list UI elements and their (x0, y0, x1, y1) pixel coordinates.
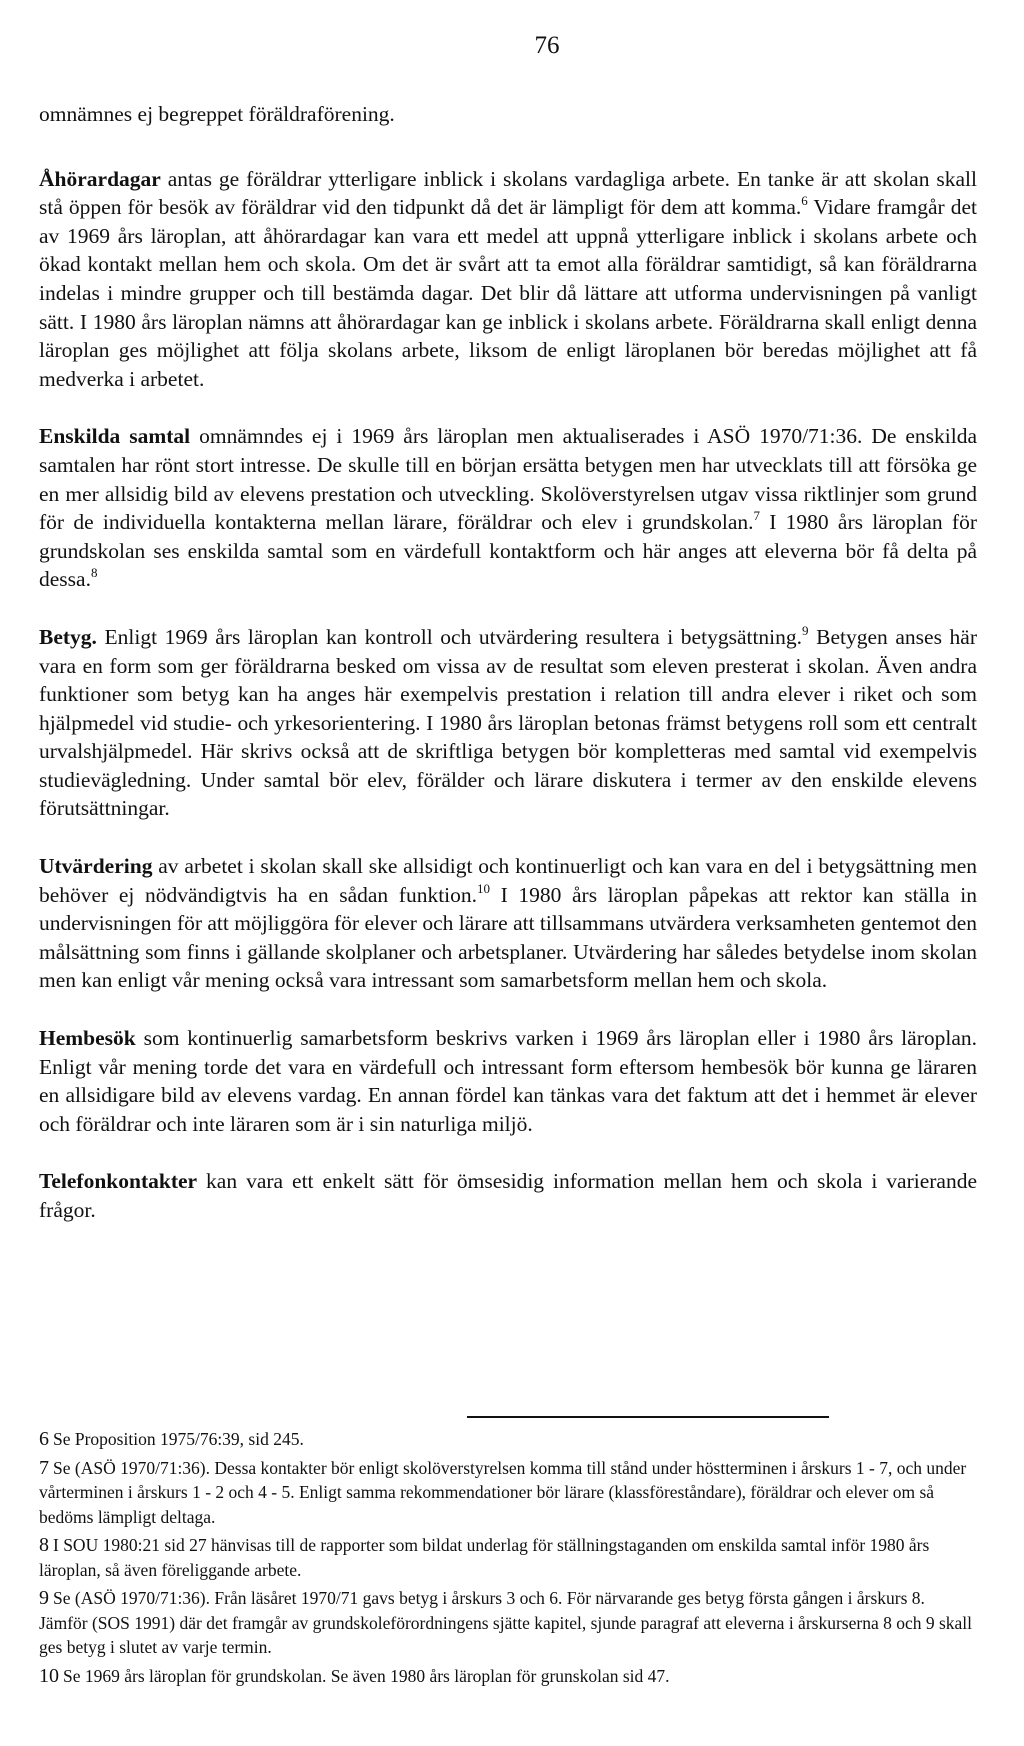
footnote-ref[interactable]: 8 (90, 565, 98, 581)
paragraph-heading: Utvärdering (39, 854, 153, 879)
page-number: 76 (534, 32, 560, 59)
footnotes (39, 1427, 977, 1692)
footnote-text: Se (ASÖ 1970/71:36). Dessa kontakter bör enligt skolöverstyrelsen komma till stånd under höstterminen i årskurs 1 - 7, och under vårterminen i årskurs 1 - 2 och 4 - 5. Enligt samma rekommendationer bör lärare (klassföreståndare), föräldrar och elever om så bedöms lämpligt deltaga. (39, 1457, 967, 1527)
footnote-ref[interactable]: 9 (802, 622, 809, 638)
paragraph-text: kan vara ett enkelt sätt för ömsesidig information mellan hem och skola i varierande frågor. (39, 1169, 977, 1222)
footnote-number: 7 (39, 1456, 49, 1479)
paragraph-text: I 1980 års läroplan påpekas att rektor kan ställa in undervisningen för att möjliggöra för elever och lärare att tillsammans utvärdera verksamheten gentemot den målsättning som finns i gällande skolplaner och arbetsplaner. Utvärdering har således betydelse inom skolan men kan enligt vår mening också vara intressant som samarbetsform mellan hem och skola. (39, 882, 977, 993)
paragraph-telefonkontakter (39, 1167, 977, 1224)
paragraph-heading: Hembesök (39, 1026, 136, 1051)
footnote-text: Se 1969 års läroplan för grundskolan. Se även 1980 års läroplan för grunskolan sid 47. (63, 1665, 670, 1686)
footnote-ref[interactable]: 7 (753, 508, 761, 524)
paragraph-text: av arbetet i skolan skall ske allsidigt och kontinuerligt och kan vara en del i betygsättning men behöver ej nödvändigtvis ha en sådan funktion. (39, 854, 977, 907)
footnote-ref[interactable]: 6 (801, 193, 808, 209)
footnote-10 (39, 1664, 977, 1689)
footnote-number: 8 (39, 1534, 49, 1556)
paragraph-text: omnämndes ej i 1969 års läroplan men aktualiserades i ASÖ 1970/71:36. De enskilda samtalen har rönt stort intresse. De skulle till en början ersätta betygen men har utvecklats till att försöka ge en mer allsidig bild av elevens prestation och utveckling. Skolöverstyrelsen utgav vissa riktlinjer som grund för de individuella kontakterna mellan lärare, föräldrar och elev i grundskolan. (39, 424, 978, 535)
paragraph-enskilda-samtal (39, 422, 977, 594)
footnote-text: Se Proposition 1975/76:39, sid 245. (53, 1429, 304, 1449)
paragraph-heading: Enskilda samtal (39, 424, 191, 449)
paragraph-text: I 1980 års läroplan för grundskolan ses enskilda samtal som en värdefull kontaktform och här anges att eleverna bör få delta på dessa. (39, 510, 977, 592)
footnote-text: Se (ASÖ 1970/71:36). Från läsåret 1970/71 gavs betyg i årskurs 3 och 6. För närvarande ges betyg första gången i årskurs 8. Jämför (SOS 1991) där det framgår av grundskoleförordningens sjätte kapitel, sjunde paragraf att eleverna i årskurserna 8 och 9 skall ges betyg i slutet av varje termin. (39, 1588, 973, 1657)
paragraph-betyg (39, 623, 977, 823)
paragraph-hembesok (39, 1024, 977, 1138)
footnote-divider (467, 1416, 829, 1418)
paragraph-text: som kontinuerlig samarbetsform beskrivs varken i 1969 års läroplan eller i 1980 års läroplan. Enligt vår mening torde det vara en värdefull och intressant form eftersom hembesök bör kunna ge läraren en allsidigare bild av elevens vardag. En annan fördel kan tänkas vara det faktum att det i hemmet är elever och föräldrar och inte läraren som är i sin naturliga miljö. (39, 1026, 977, 1136)
body-text (39, 100, 977, 1254)
footnote-number: 6 (39, 1428, 49, 1450)
footnote-text: I SOU 1980:21 sid 27 hänvisas till de rapporter som bildat underlag för ställningstaganden om enskilda samtal inför 1980 års läroplan, så även föreliggande arbete. (39, 1535, 930, 1580)
footnote-number: 10 (39, 1664, 59, 1687)
paragraph-heading: Betyg. (39, 624, 97, 649)
footnote-6 (39, 1427, 977, 1452)
paragraph-ahorardagar (39, 165, 977, 394)
footnote-9 (39, 1586, 977, 1660)
paragraph-text: Enligt 1969 års läroplan kan kontroll och utvärdering resultera i betygsättning. (96, 624, 803, 649)
paragraph-text: Vidare framgår det av 1969 års läroplan, att åhörardagar kan vara ett medel att uppnå ytterligare inblick i skolans arbete och ökad kontakt mellan hem och skola. Om det är svårt att ta emot alla föräldrar samtidigt, så kan föräldrarna indelas i mindre grupper och till bestämda dagar. Det blir då lättare att utforma undervisningen på vanligt sätt. I 1980 års läroplan nämns att åhörardagar kan ge inblick i skolans arbete. Föräldrarna skall enligt denna läroplan ges möjlighet att följa skolans arbete, liksom de enligt läroplanen bör beredas möjlighet att få medverka i arbetet. (39, 195, 977, 391)
footnote-8 (39, 1533, 977, 1582)
footnote-7 (39, 1456, 977, 1530)
footnote-number: 9 (39, 1587, 49, 1609)
paragraph-heading: Telefonkontakter (39, 1169, 198, 1194)
paragraph-heading: Åhörardagar (39, 166, 161, 191)
footnote-ref[interactable]: 10 (477, 880, 491, 896)
paragraph-text: antas ge föräldrar ytterligare inblick i skolans vardagliga arbete. En tanke är att skolan skall stå öppen för besök av föräldrar vid den tidpunkt då det är lämpligt för dem att komma. (39, 166, 977, 220)
intro-paragraph: omnämnes ej begreppet föräldraförening. (39, 102, 395, 126)
paragraph-utvardering (39, 852, 977, 995)
paragraph-text: Betygen anses här vara en form som ger föräldrarna besked om vissa av de resultat som eleven presterat i skolan. Även andra funktioner som betyg kan ha anges här exempelvis prestation i relation till andra elever i riket och som hjälpmedel vid studie- och yrkesorientering. I 1980 års läroplan betonas främst betygens roll som ett centralt urvalshjälpmedel. Här skrivs också att de skriftliga betygen bör kompletteras med samtal vid exempelvis studievägledning. Under samtal bör elev, förälder och lärare diskutera i termer av den enskilde elevens förutsättningar. (39, 624, 977, 821)
